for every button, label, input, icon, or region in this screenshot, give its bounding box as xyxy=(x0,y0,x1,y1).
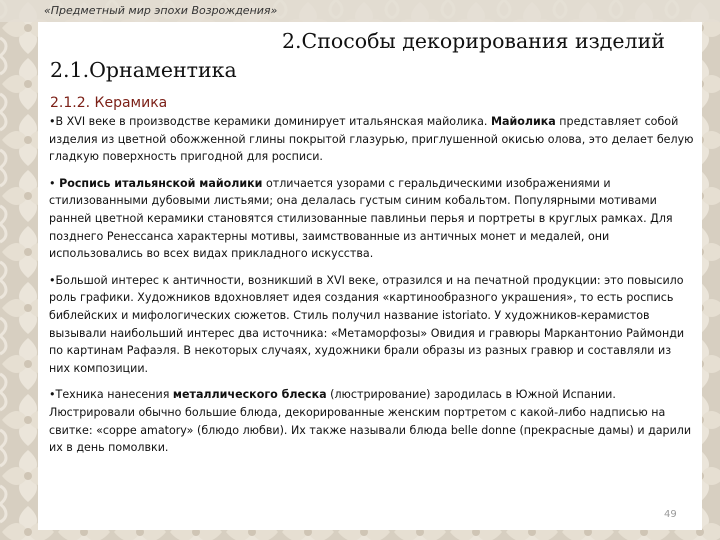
slide-title: 2.Способы декорирования изделий xyxy=(282,29,665,53)
text-run: •Большой интерес к античности, возникший в XVI веке, отразился и на печатной продукции: это повысило роль графики. Художников вдохновляет идея создания «картинообразного украшения», то есть роспись библейских и мифологических сюжетов. Стиль получил название istoriato. У художников-керамистов вызывали наибольший интерес два источника: «Метаморфозы» Овидия и гравюры Маркантонио Раймонди по картинам Рафаэля. В некоторых случаях, художники брали образы из разных гравюр и составляли из них композиции. xyxy=(49,273,685,375)
bullet-paragraph xyxy=(49,113,695,166)
bullet-paragraph xyxy=(49,272,695,378)
text-run: отличается узорами с геральдическими изображениями и стилизованными дубовыми листьями; она делалась густым синим кобальтом. Популярными мотивами ранней цветной керамики становятся стилизованные павлиньи перья и портреты в круглых рамках. Для позднего Ренессанса характерны мотивы, заимствованные из античных монет и медалей, они использовались во всех видах прикладного искусства. xyxy=(49,176,673,261)
bullet-paragraph xyxy=(49,175,695,263)
text-run: •Техника нанесения xyxy=(49,388,173,402)
bold-term: Майолика xyxy=(490,115,556,128)
bold-term: Роспись итальянской майолики xyxy=(59,176,263,190)
bullet-paragraph xyxy=(49,386,695,456)
section-title: 2.1.Орнаментика xyxy=(50,58,237,82)
body-text xyxy=(49,113,695,457)
subsection-title: 2.1.2. Керамика xyxy=(50,95,168,111)
text-run: • xyxy=(49,176,60,190)
text-run: (люстрирование) зародилась в Южной Испании. Люстрировали обычно большие блюда, декорированные женским портретом с какой-либо надписью на свитке: «coppe amatory» (блюдо любви). Их также называли блюда belle donne (прекрасные дамы) и дарили их в день помолвки. xyxy=(49,388,692,455)
text-run: представляет собой изделия из цветной обожженной глины покрытой глазурью, приглушенной окисью олова, это делает белую гладкую поверхность пригодной для росписи. xyxy=(49,115,694,164)
page-number: 49 xyxy=(664,509,677,520)
text-run: •В XVI веке в производстве керамики доминирует итальянская майолика. xyxy=(49,115,491,128)
running-title: «Предметный мир эпохи Возрождения» xyxy=(44,4,278,17)
bold-term: металлического блеска xyxy=(172,388,327,402)
